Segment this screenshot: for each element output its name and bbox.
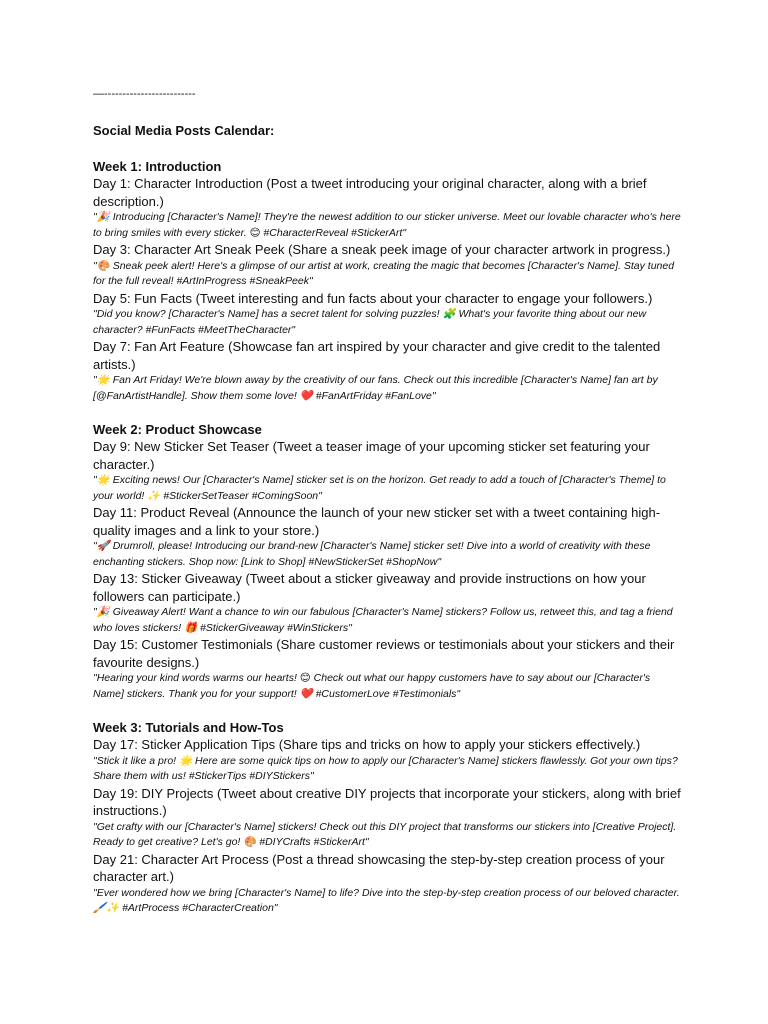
day-heading: Day 1: Character Introduction (Post a tweet introducing your original character, along with a brief description.): [93, 176, 647, 209]
tweet-text: "🎨 Sneak peek alert! Here's a glimpse of our artist at work, creating the magic that becomes [Character's Name]. Stay tuned for the full reveal! #ArtInProgress #SneakPeek": [93, 259, 675, 287]
tweet-text: "🎉 Introducing [Character's Name]! They're the newest addition to our sticker universe. Meet our lovable character who's here to bring smiles with every sticker. 😊 #CharacterReveal #StickerArt": [93, 211, 681, 239]
tweet-text: "🌟 Exciting news! Our [Character's Name] sticker set is on the horizon. Get ready to add a touch of [Character's Theme] to your world! ✨ #StickerSetTeaser #ComingSoon": [93, 474, 666, 502]
tweet-text: "Ever wondered how we bring [Character's Name] to life? Dive into the step-by-step creation process of our beloved character. 🖌️✨ #ArtProcess #CharacterCreation": [93, 886, 680, 914]
tweet-text: "🚀 Drumroll, please! Introducing our brand-new [Character's Name] sticker set! Dive into a world of creativity with these enchanting stickers. Shop now: [Link to Shop] #NewStickerSet #ShopNow": [93, 540, 651, 568]
day-heading: Day 21: Character Art Process (Post a thread showcasing the step-by-step creation process of your character art.): [93, 851, 665, 884]
week-title: Week 2: Product Showcase: [93, 422, 262, 437]
tweet-text: "Stick it like a pro! 🌟 Here are some quick tips on how to apply our [Character's Name] stickers flawlessly. Got your own tips? Share them with us! #StickerTips #DIYStickers": [93, 754, 678, 782]
day-heading: Day 19: DIY Projects (Tweet about creative DIY projects that incorporate your stickers, along with brief instructions.): [93, 785, 681, 818]
week-title: Week 1: Introduction: [93, 159, 222, 174]
day-heading: Day 11: Product Reveal (Announce the launch of your new sticker set with a tweet containing high-quality images and a link to your store.): [93, 505, 661, 538]
tweet-text: "🌟 Fan Art Friday! We're blown away by the creativity of our fans. Check out this incredible [Character's Name] fan art by [@FanArtistHandle]. Show them some love! ❤️ #FanArtFriday #FanLove": [93, 374, 658, 402]
day-heading: Day 7: Fan Art Feature (Showcase fan art inspired by your character and give credit to the talented artists.): [93, 339, 661, 372]
day-heading: Day 9: New Sticker Set Teaser (Tweet a teaser image of your upcoming sticker set featuring your character.): [93, 439, 650, 472]
tweet-text: "🎉 Giveaway Alert! Want a chance to win our fabulous [Character's Name] stickers? Follow us, retweet this, and tag a friend who loves stickers! 🎁 #StickerGiveaway #WinStickers": [93, 606, 673, 634]
day-heading: Day 15: Customer Testimonials (Share customer reviews or testimonials about your stickers and their favourite designs.): [93, 637, 675, 670]
week-2-section: [93, 421, 683, 702]
tweet-text: "Hearing your kind words warms our hearts! 😊 Check out what our happy customers have to say about our [Character's Name] stickers. Thank you for your support! ❤️ #CustomerLove #Testimonials": [93, 672, 651, 700]
day-heading: Day 13: Sticker Giveaway (Tweet about a sticker giveaway and provide instructions on how your followers can participate.): [93, 571, 646, 604]
day-heading: Day 5: Fun Facts (Tweet interesting and fun facts about your character to engage your followers.): [93, 290, 653, 306]
document-body: [93, 86, 683, 934]
week-3-section: [93, 719, 683, 917]
tweet-text: "Did you know? [Character's Name] has a secret talent for solving puzzles! 🧩 What's your favorite thing about our new character? #FunFacts #MeetTheCharacter": [93, 308, 647, 336]
week-1-section: [93, 158, 683, 404]
divider-line: —-------------------------: [93, 88, 196, 100]
tweet-text: "Get crafty with our [Character's Name] stickers! Check out this DIY project that transforms our stickers into [Creative Project]. Ready to get creative? Let's go! 🎨 #DIYCrafts #StickerArt": [93, 820, 677, 848]
day-heading: Day 3: Character Art Sneak Peek (Share a sneak peek image of your character artwork in progress.): [93, 242, 671, 257]
calendar-title: Social Media Posts Calendar:: [93, 123, 275, 138]
week-title: Week 3: Tutorials and How-Tos: [93, 720, 284, 735]
day-heading: Day 17: Sticker Application Tips (Share tips and tricks on how to apply your stickers effectively.): [93, 737, 641, 752]
